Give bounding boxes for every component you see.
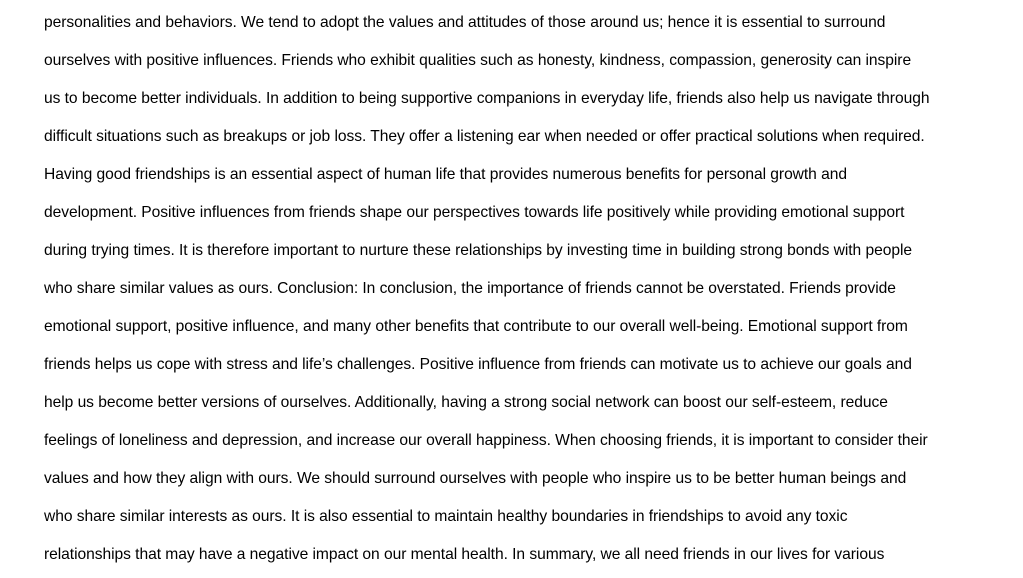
text-line-2: ourselves with positive influences. Friends who exhibit qualities such as honesty, kindness, compassion, generosity can inspire — [44, 52, 912, 69]
text-line-10: friends helps us cope with stress and life’s challenges. Positive influence from friends can motivate us to achieve our goals and — [44, 356, 912, 373]
text-line-6: development. Positive influences from friends shape our perspectives towards life positively while providing emotional support — [44, 204, 905, 221]
text-line-1: personalities and behaviors. We tend to adopt the values and attitudes of those around us; hence it is essential to surround — [44, 14, 886, 31]
text-line-8: who share similar values as ours. Conclusion: In conclusion, the importance of friends cannot be overstated. Friends provide — [44, 280, 896, 297]
text-line-3: us to become better individuals. In addition to being supportive companions in everyday life, friends also help us navigate through — [44, 90, 930, 107]
text-line-7: during trying times. It is therefore important to nurture these relationships by investing time in building strong bonds with people — [44, 242, 912, 259]
text-line-4: difficult situations such as breakups or job loss. They offer a listening ear when needed or offer practical solutions when required. — [44, 128, 925, 145]
text-line-11: help us become better versions of ourselves. Additionally, having a strong social network can boost our self-esteem, reduce — [44, 394, 888, 411]
text-line-15: relationships that may have a negative impact on our mental health. In summary, we all need friends in our lives for various — [44, 546, 885, 563]
text-line-9: emotional support, positive influence, and many other benefits that contribute to our overall well-being. Emotional support from — [44, 318, 908, 335]
text-line-5: Having good friendships is an essential aspect of human life that provides numerous benefits for personal growth and — [44, 166, 847, 183]
text-line-13: values and how they align with ours. We should surround ourselves with people who inspire us to be better human beings and — [44, 470, 907, 487]
text-line-12: feelings of loneliness and depression, and increase our overall happiness. When choosing friends, it is important to consider their — [44, 432, 928, 449]
text-line-14: who share similar interests as ours. It is also essential to maintain healthy boundaries in friendships to avoid any toxic — [44, 508, 848, 525]
